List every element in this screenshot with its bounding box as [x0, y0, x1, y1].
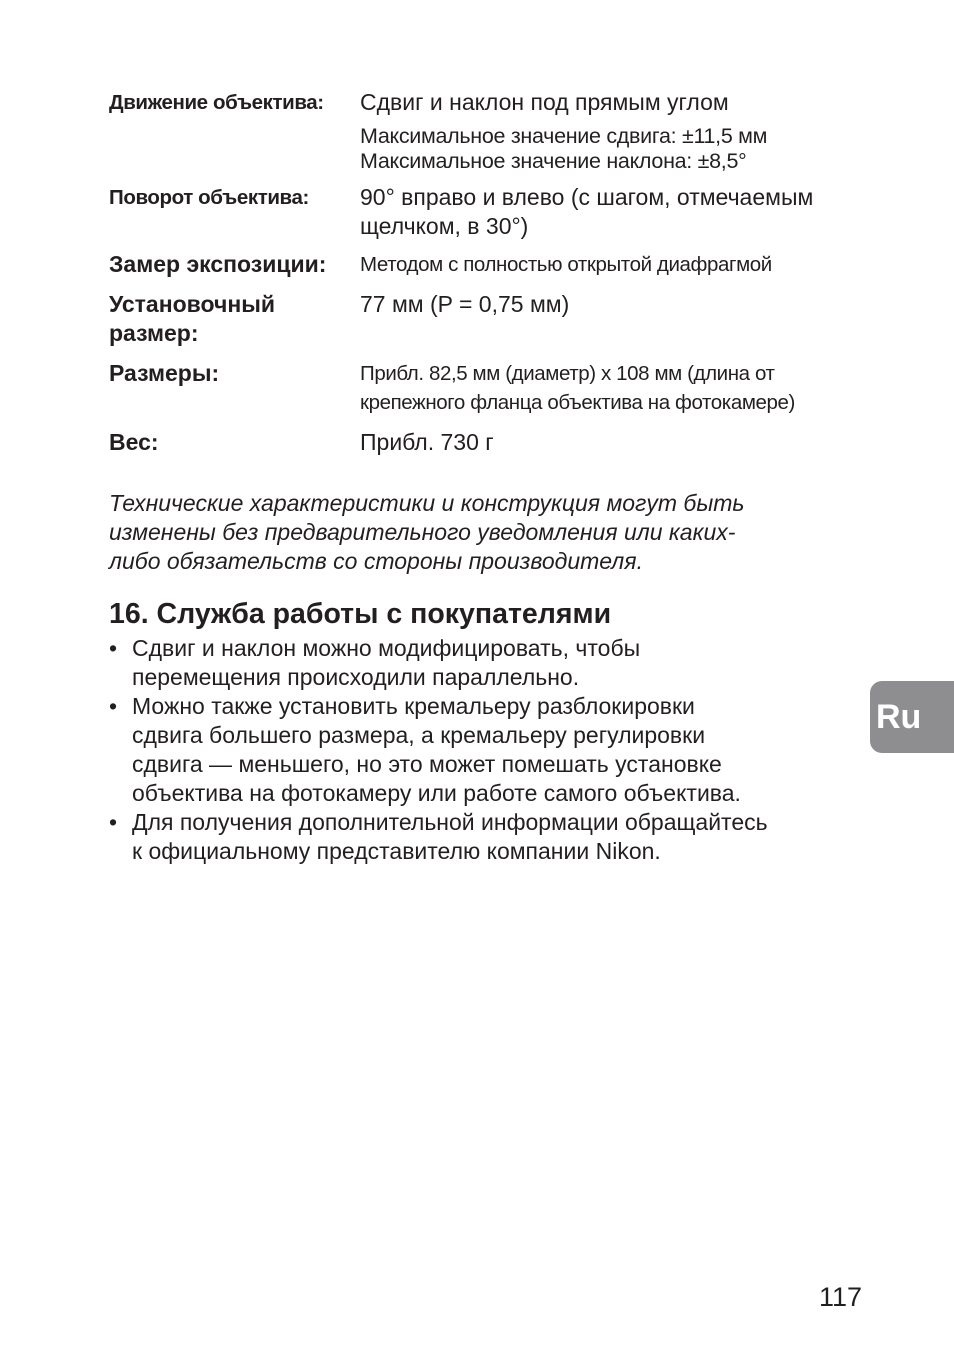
- spec-label-lens-rotation: Поворот объектива:: [109, 186, 309, 209]
- spec-label-line: Установочный: [109, 291, 275, 317]
- spec-row-metering: [109, 250, 849, 279]
- list-item-line: сдвига — меньшего, но это может помешать установке: [132, 751, 722, 777]
- page-number: 117: [818, 1282, 862, 1312]
- list-item-line: Для получения дополнительной информации обращайтесь: [132, 809, 768, 835]
- spec-value-line: щелчком, в 30°): [360, 213, 529, 239]
- list-item-line: к официальному представителю компании Nikon.: [132, 838, 661, 864]
- list-item-line: Сдвиг и наклон можно модифицировать, чтобы: [132, 635, 641, 661]
- bullet-icon: •: [109, 809, 118, 835]
- specification-change-note: [109, 489, 849, 576]
- list-item-line: объектива на фотокамеру или работе самого объектива.: [132, 780, 741, 806]
- list-item-line: Можно также установить кремальеру разблокировки: [132, 693, 695, 719]
- spec-value-lens-rotation: [360, 183, 849, 241]
- language-tab: Ru: [870, 681, 954, 753]
- spec-value-lens-movement: [360, 88, 849, 117]
- spec-label-weight: Вес:: [109, 429, 159, 455]
- note-line: либо обязательств со стороны производителя.: [109, 548, 643, 574]
- spec-label-line: размер:: [109, 320, 199, 346]
- bullet-icon: •: [109, 693, 118, 719]
- spec-row-lens-movement: [109, 88, 849, 117]
- spec-label-attachment-size: [109, 290, 360, 348]
- list-item-line: перемещения происходили параллельно.: [132, 664, 580, 690]
- spec-value-line: 90° вправо и влево (с шагом, отмечаемым: [360, 184, 814, 210]
- spec-row-max-shift-tilt: [109, 124, 849, 174]
- spec-label-lens-movement: Движение объектива:: [109, 91, 324, 114]
- spec-label-metering: Замер экспозиции:: [109, 251, 327, 277]
- list-item: [109, 692, 869, 808]
- list-item: [109, 634, 869, 692]
- spec-row-attachment-size: [109, 290, 849, 348]
- spec-value-line: Прибл. 82,5 мм (диаметр) x 108 мм (длина от: [360, 362, 775, 385]
- spec-label-dimensions: Размеры:: [109, 360, 220, 386]
- note-line: Технические характеристики и конструкция могут быть: [109, 490, 745, 516]
- spec-value-line: Методом с полностью открытой диафрагмой: [360, 253, 772, 276]
- bullet-icon: •: [109, 635, 118, 661]
- spec-value-line: 77 мм (P = 0,75 мм): [360, 291, 570, 317]
- spec-value-metering: [360, 250, 849, 279]
- spec-value-weight: [360, 428, 849, 457]
- spec-value-dimensions: [360, 359, 849, 417]
- spec-value-max-shift-tilt: [360, 124, 849, 174]
- spec-value-line: Сдвиг и наклон под прямым углом: [360, 89, 729, 115]
- spec-row-lens-rotation: [109, 183, 849, 241]
- list-item: [109, 808, 869, 866]
- section-title: 16. Служба работы с покупателями: [109, 598, 612, 630]
- spec-value-line: крепежного фланца объектива на фотокамере): [360, 391, 795, 414]
- specifications-table: [109, 88, 849, 457]
- spec-value-attachment-size: [360, 290, 849, 319]
- spec-value-line: Максимальное значение сдвига: ±11,5 мм: [360, 124, 768, 148]
- note-line: изменены без предварительного уведомления или каких-: [109, 519, 736, 545]
- list-item-line: сдвига большего размера, а кремальеру регулировки: [132, 722, 706, 748]
- spec-value-line: Максимальное значение наклона: ±8,5°: [360, 149, 747, 173]
- spec-value-line: Прибл. 730 г: [360, 429, 494, 455]
- spec-row-weight: [109, 428, 849, 457]
- spec-row-dimensions: [109, 359, 849, 417]
- service-bullet-list: [109, 634, 869, 866]
